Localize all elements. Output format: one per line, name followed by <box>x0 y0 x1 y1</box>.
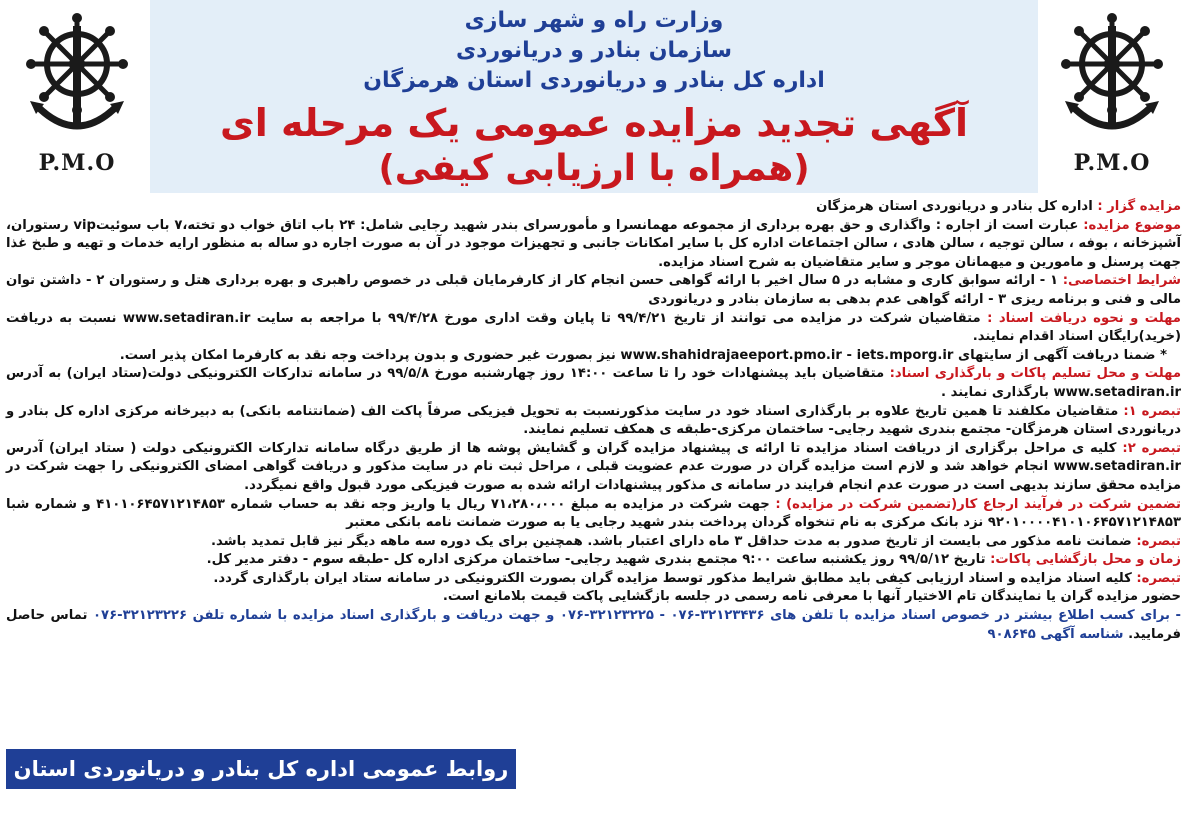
header-banner <box>150 0 1038 193</box>
anchor-ship-wheel-icon <box>22 6 132 146</box>
contact-end: تماس حاصل فرمایید. <box>6 608 1181 642</box>
setadiran-link[interactable]: www.setadiran.ir <box>1053 459 1181 475</box>
deadline-paragraph <box>6 310 1181 347</box>
pmo-logo-text: P.M.O <box>1073 150 1151 176</box>
attendance-paragraph <box>6 588 1181 607</box>
setadiran-link[interactable]: www.setadiran.ir <box>1053 384 1181 400</box>
ministry-name: وزارت راه و شهر سازی <box>464 8 724 33</box>
logo-right <box>1047 6 1177 186</box>
note4-label: تبصره: <box>1136 570 1181 586</box>
deadline-text-a: متقاضیان شرکت در مزایده می توانند از تاریخ ۹۹/۴/۲۱ تا پایان وقت اداری مورخ ۹۹/۴/۲۸ با مراجعه به سایت <box>256 310 981 326</box>
pmo-logo-text: P.M.O <box>38 150 116 176</box>
anchor-ship-wheel-icon <box>1057 6 1167 146</box>
guarantee-text: جهت شرکت در مزایده به مبلغ ۷۱،۲۸۰،۰۰۰ ریال یا واریز وجه نقد به حساب شماره ۴۱۰۱۰۶۴۵۷۱۲۱۴۸۵۳ و شماره شبا ۹۲۰۱۰۰۰۰۴۱۰۱۰۶۴۵۷۱۲۱۴۸۵۳ نزد بانک مرکزی به نام تنخواه گردان پرداخت بندر شهید رجایی یا به صورت ضمانت نامه بانکی معتبر <box>6 496 1181 531</box>
opening-label: زمان و محل بازگشایی پاکات: <box>990 552 1181 568</box>
submit-paragraph <box>6 365 1181 402</box>
note1-label: تبصره ۱: <box>1123 403 1181 419</box>
also-text-a: * ضمنا دریافت آگهی از سایتهای <box>958 347 1167 363</box>
note3-label: تبصره: <box>1136 533 1181 549</box>
organizer-label: مزایده گزار : <box>1097 199 1181 214</box>
subject-paragraph <box>6 217 1181 273</box>
also-text-b: نیز بصورت غیر حضوری و بدون پرداخت وجه نقد به کارفرما امکان پذیر است. <box>119 347 616 363</box>
deadline-text-b: نسبت به دریافت (خرید)رایگان اسناد اقدام نمایند. <box>6 310 1181 345</box>
conditions-text: ۱ - ارائه سوابق کاری و مشابه در ۵ سال اخیر با ارائه گواهی حسن انجام کار از کارفرمایان قبلی در خصوص راهبری و بهره برداری هتل و رستوران ۲ - داشتن توان مالی و فنی و برنامه ریزی ۳ - ارائه گواهی عدم بدهی به سازمان بنادر و دریانوردی <box>6 273 1181 307</box>
announcement-body <box>6 198 1181 644</box>
note4-text: کلیه اسناد مزایده و اسناد ارزیابی کیفی باید مطابق شرایط مذکور توسط مزایده گران بصورت الکترونیکی در سامانه ستاد ایران بارگذاری گردد. <box>213 570 1132 586</box>
footer-public-relations: روابط عمومی اداره کل بنادر و دریانوردی استان هرمزگان <box>6 749 516 789</box>
page-title: آگهی تجدید مزایده عمومی یک مرحله ای <box>219 101 969 145</box>
deadline-label: مهلت و نحوه دریافت اسناد : <box>987 310 1181 326</box>
organizer-text: اداره کل بنادر و دریانوردی استان هرمزگان <box>816 199 1093 214</box>
submit-label: مهلت و محل تسلیم پاکات و بارگذاری اسناد: <box>889 366 1182 382</box>
conditions-paragraph <box>6 272 1181 309</box>
note1-text: متقاضیان مکلفند تا همین تاریخ علاوه بر بارگذاری اسناد خود در سایت مذکورنسبت به تحویل فیزیکی صرفاً پاکت الف (ضمانتنامه بانکی) به دبیرخانه مرکزی اداره کل بنادر و دریانوردی استان هرمزگان- مجتمع بندری شهید رجایی- ساختمان مرکزی-طبقه ی همکف تسلیم نمایند. <box>6 403 1181 438</box>
organization-name: سازمان بنادر و دریانوردی <box>456 38 732 63</box>
page-subtitle: (همراه با ارزیابی کیفی) <box>378 148 810 189</box>
attendance-text: حضور مزایده گران یا نمایندگان تام الاختیار آنها با معرفی نامه رسمی در جلسه بازگشایی پاکت قیمت بلامانع است. <box>442 589 1181 605</box>
port-sites-link[interactable]: www.shahidrajaeeport.pmo.ir - iets.mporg.ir <box>620 347 954 363</box>
note2-text-a: کلیه ی مراحل برگزاری از دریافت اسناد مزایده تا ارائه ی پیشنهاد مزایده گران و گشایش پوشه ها از طریق درگاه سامانه تدارکات الکترونیکی دولت ( ستاد ایران) آدرس <box>6 440 1117 456</box>
note3-text: ضمانت نامه مذکور می بایست از تاریخ صدور به مدت حداقل ۳ ماه دارای اعتبار باشد. همچنین برای یک دوره سه ماهه دیگر نیز قابل تمدید باشد. <box>211 533 1132 549</box>
logo-left <box>12 6 142 186</box>
opening-paragraph <box>6 551 1181 570</box>
department-name: اداره کل بنادر و دریانوردی استان هرمزگان <box>363 68 825 93</box>
organizer-paragraph <box>6 198 1181 217</box>
guarantee-paragraph <box>6 496 1181 533</box>
ad-id: شناسه آگهی ۹۰۸۶۴۵ <box>987 626 1124 642</box>
note4-paragraph <box>6 570 1181 589</box>
opening-text: تاریخ ۹۹/۵/۱۲ روز یکشنبه ساعت ۹:۰۰ مجتمع بندری شهید رجایی- ساختمان مرکزی اداره کل -طبقه سوم - دفتر مدیر کل. <box>206 552 986 568</box>
note3-paragraph <box>6 533 1181 552</box>
submit-text-b: بارگذاری نمایند . <box>941 384 1049 400</box>
note2-label: تبصره ۲: <box>1122 440 1181 456</box>
note2-paragraph <box>6 440 1181 496</box>
subject-label: موضوع مزایده: <box>1083 217 1181 233</box>
subject-text: عبارت است از اجاره : واگذاری و حق بهره برداری از مجموعه مهمانسرا و مأمورسرای بندر شهید رجایی شامل: ۲۴ باب اتاق خواب دو تخته،۷ باب سوئیتvip رستوران، آشپزخانه ، بوفه ، سالن توجیه ، سالن هادی ، سالن اجتماعات اداره کل با سایر امکانات جانبی و تجهیزات موجود در آن به صورت اجاره دو ساله به منظور ارایه خدمات و تهیه و طبخ غذا جهت پرسنل و مامورین و میهمانان موجر و سایر متقاضیان به شرح اسناد مزایده. <box>6 217 1181 270</box>
submit-text-a: متقاضیان باید پیشنهادات خود را تا ساعت ۱۴:۰۰ روز چهارشنبه مورخ ۹۹/۵/۸ در سامانه تدارکات الکترونیکی دولت(ستاد ایران) به آدرس <box>6 366 885 382</box>
note1-paragraph <box>6 403 1181 440</box>
guarantee-label: تضمین شرکت در فرآیند ارجاع کار(تضمین شرکت در مزایده) : <box>775 496 1181 512</box>
setadiran-link[interactable]: www.setadiran.ir <box>122 310 251 326</box>
note2-text-b: انجام خواهد شد و لازم است مزایده گران در صورت عدم عضویت قبلی ، مراحل ثبت نام در سایت مذکور و دریافت گواهی امضای الکترونیکی را جهت شرکت در مزایده محقق سازند بدیهی است در صورت عدم انجام فرایند در سامانه ی مذکور پیشنهادات ارائه شده به صورت فیزیکی مورد قبول واقع نمیگردد. <box>6 459 1181 493</box>
contact-paragraph <box>6 607 1181 644</box>
also-paragraph <box>6 347 1181 366</box>
conditions-label: شرایط اختصاصی: <box>1062 273 1181 289</box>
contact-text: - برای کسب اطلاع بیشتر در خصوص اسناد مزایده با تلفن های ۳۲۱۲۳۴۳۶-۰۷۶ - ۳۲۱۲۳۲۲۵-۰۷۶ و جهت دریافت و بارگذاری اسناد مزایده با شماره تلفن ۳۲۱۲۳۲۲۶-۰۷۶ <box>93 608 1181 624</box>
